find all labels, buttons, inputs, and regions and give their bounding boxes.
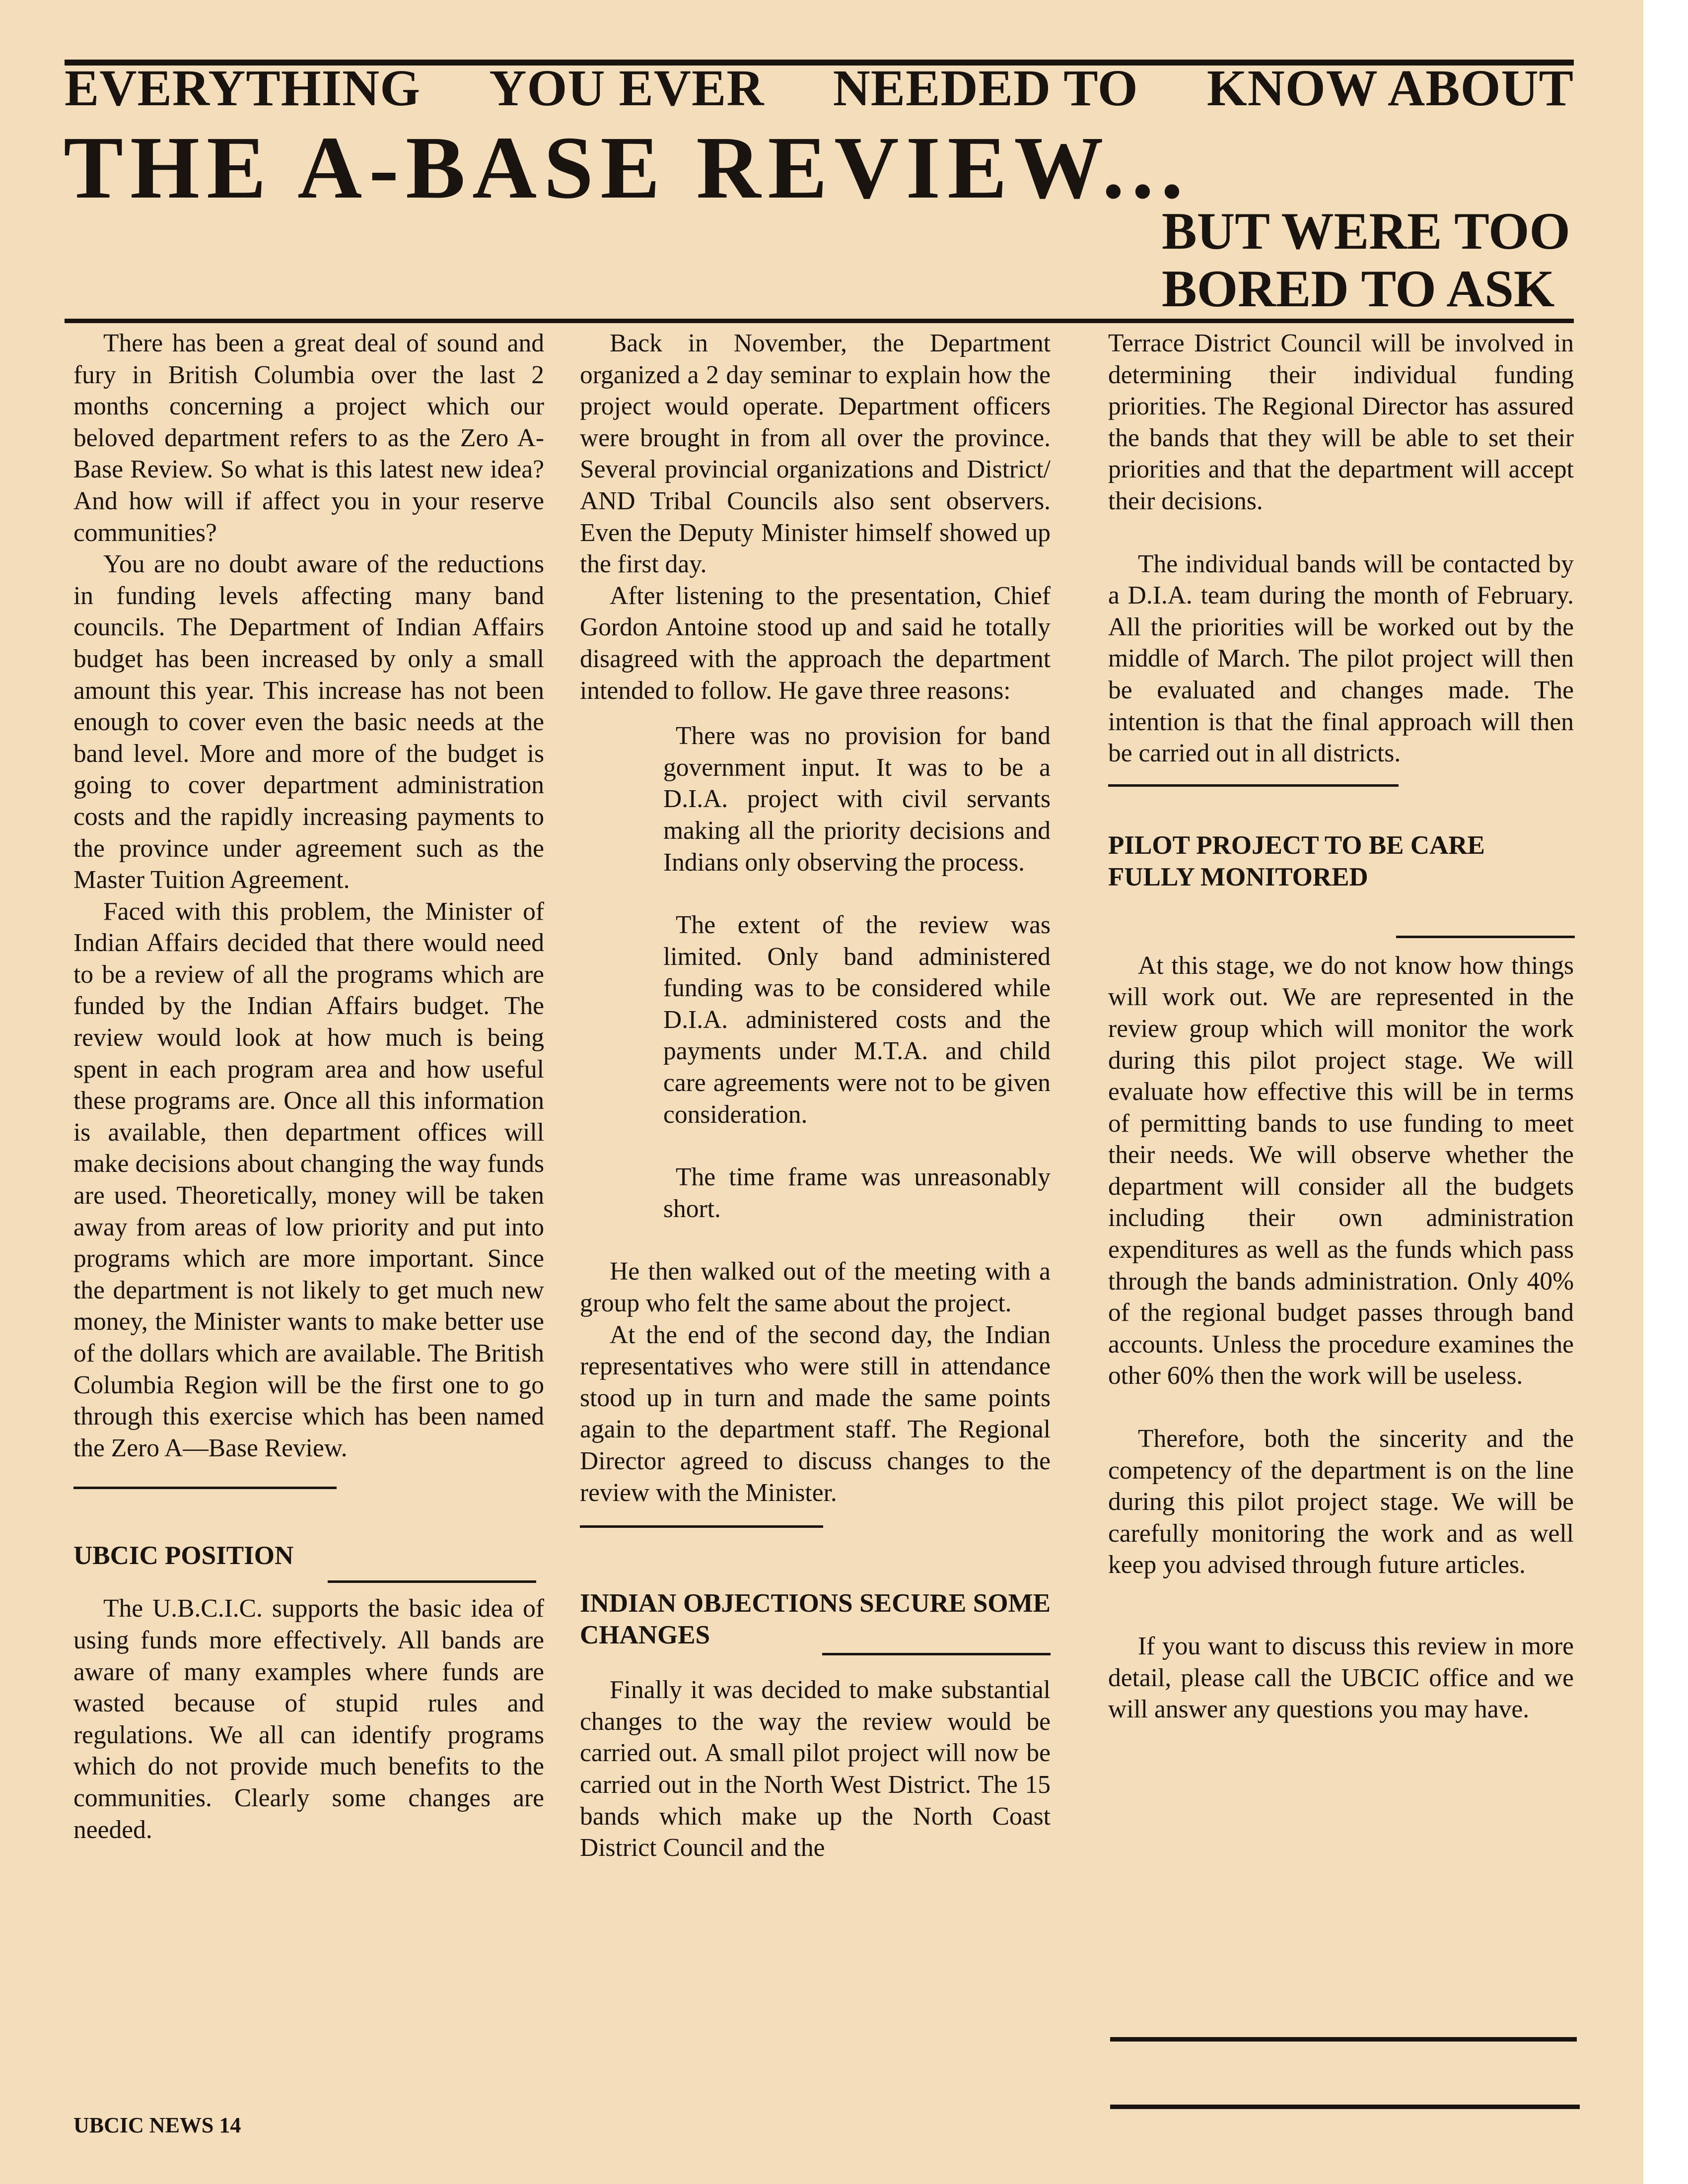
closing-rule	[1110, 2105, 1580, 2109]
reason-item: There was no provision for band government input. It was to be a D.I.A. project with civil servants making all the priority decisions and Indians only observing the process.	[663, 722, 1051, 877]
section-divider	[328, 1580, 536, 1583]
section-heading: PILOT PROJECT TO BE CARE FULLY MONITORED	[1108, 830, 1485, 891]
paragraph: He then walked out of the meeting with a group who felt the same about the project.	[580, 1257, 1051, 1318]
reason-item: The time frame was unreasonably short.	[663, 1163, 1051, 1223]
article-column-2	[580, 328, 1051, 1864]
subhead-line: BORED TO ASK	[1162, 260, 1555, 318]
paragraph: The U.B.C.I.C. supports the basic idea of using funds more effectively. All bands are aware of many examples where funds are wasted because of stupid rules and regulations. We all can identify programs which do not provide much benefits to the communities. Clearly some changes are needed.	[73, 1594, 544, 1844]
section-divider	[580, 1525, 823, 1528]
paragraph: There has been a great deal of sound and fury in British Columbia over the last 2 months concerning a project which our beloved department refers to as the Zero A-Base Review. So what is this latest new idea? And how will if affect you in your reserve communities?	[73, 329, 544, 547]
section-divider	[73, 1487, 337, 1489]
kicker-word: YOU EVER	[489, 60, 765, 117]
kicker-word: NEEDED TO	[833, 60, 1138, 117]
reasons-list	[580, 720, 1051, 1225]
section-heading: UBCIC POSITION	[73, 1541, 294, 1570]
article-column-1	[73, 328, 544, 1845]
header-bottom-rule	[65, 319, 1574, 323]
reason-item: The extent of the review was limited. Only band administered funding was to be considered while D.I.A. administered costs and the payments under M.T.A. and child care agreements were not to be given consideration.	[663, 911, 1051, 1129]
section-divider	[822, 1653, 1051, 1655]
subheadline	[1162, 203, 1589, 318]
section-divider	[1108, 784, 1399, 787]
paragraph: If you want to discuss this review in more detail, please call the UBCIC office and we will answer any questions you may have.	[1108, 1632, 1574, 1724]
page-margin	[1643, 0, 1688, 2184]
paragraph: Finally it was decided to make substantial changes to the way the review would be carried out. A small pilot project will now be carried out in the North West District. The 15 bands which make up the North Coast District Council and the	[580, 1676, 1051, 1862]
paragraph: Terrace District Council will be involved in determining their individual funding priorities. The Regional Director has assured the bands that they will be able to set their priorities and that the department will accept their decisions.	[1108, 329, 1574, 515]
article-column-3	[1108, 328, 1574, 1725]
kicker-word: KNOW ABOUT	[1206, 60, 1574, 117]
section-divider	[1396, 936, 1575, 938]
kicker-word: EVERYTHING	[65, 60, 421, 117]
paragraph: Faced with this problem, the Minister of Indian Affairs decided that there would need to be a review of all the programs which are funded by the Indian Affairs budget. The review would look at how much is being spent in each program area and how useful these programs are. Once all this information is available, then department offices will make decisions about changing the way funds are used. Theoretically, money will be taken away from areas of low priority and put into programs which are more important. Since the department is not likely to get much new money, the Minister wants to make better use of the dollars which are available. The British Columbia Region will be the first one to go through this exercise which has been named the Zero A—Base Review.	[73, 897, 544, 1462]
paragraph: Back in November, the Department organized a 2 day seminar to explain how the project would operate. Department officers were brought in from all over the province. Several provincial organizations and District/ AND Tribal Councils also sent observers. Even the Deputy Minister himself showed up the first day.	[580, 329, 1051, 579]
subhead-line: BUT WERE TOO	[1162, 202, 1570, 260]
closing-rule	[1110, 2037, 1577, 2042]
headline-kicker	[65, 59, 1574, 118]
paragraph: At this stage, we do not know how things will work out. We are represented in the review group which will monitor the work during this pilot project stage. We will evaluate how effective this will be in terms of permitting bands to use funding to meet their needs. We will observe whether the department will consider all the budgets including their own administration expenditures as well as the funds which pass through the bands administration. Only 40% of the regional budget passes through band accounts. Unless the procedure examines the other 60% then the work will be useless.	[1108, 951, 1574, 1390]
page-footer: UBCIC NEWS 14	[73, 2113, 241, 2137]
section-heading: INDIAN OBJECTIONS SECURE SOME CHANGES	[580, 1589, 1051, 1650]
paragraph: The individual bands will be contacted by a D.I.A. team during the month of February. All the priorities will be worked out by the middle of March. The pilot project will then be evaluated and changes made. The intention is that the final approach will then be carried out in all districts.	[1108, 549, 1574, 768]
paragraph: You are no doubt aware of the reductions in funding levels affecting many band councils. The Department of Indian Affairs budget has been increased by only a small amount this year. This increase has not been enough to cover even the basic needs at the band level. More and more of the budget is going to cover department administration costs and the rapidly increasing payments to the province under agreement such as the Master Tuition Agreement.	[73, 550, 544, 894]
paragraph: At the end of the second day, the Indian representatives who were still in attendance stood up in turn and made the same points again to the department staff. The Regional Director agreed to discuss changes to the review with the Minister.	[580, 1320, 1051, 1507]
headline: THE A-BASE REVIEW...	[64, 118, 1190, 217]
paragraph: Therefore, both the sincerity and the competency of the department is on the line during this pilot project stage. We will be carefully monitoring the work and as well keep you advised through future articles.	[1108, 1425, 1574, 1579]
paragraph: After listening to the presentation, Chief Gordon Antoine stood up and said he totally disagreed with the approach the department intended to follow. He gave three reasons:	[580, 581, 1051, 705]
